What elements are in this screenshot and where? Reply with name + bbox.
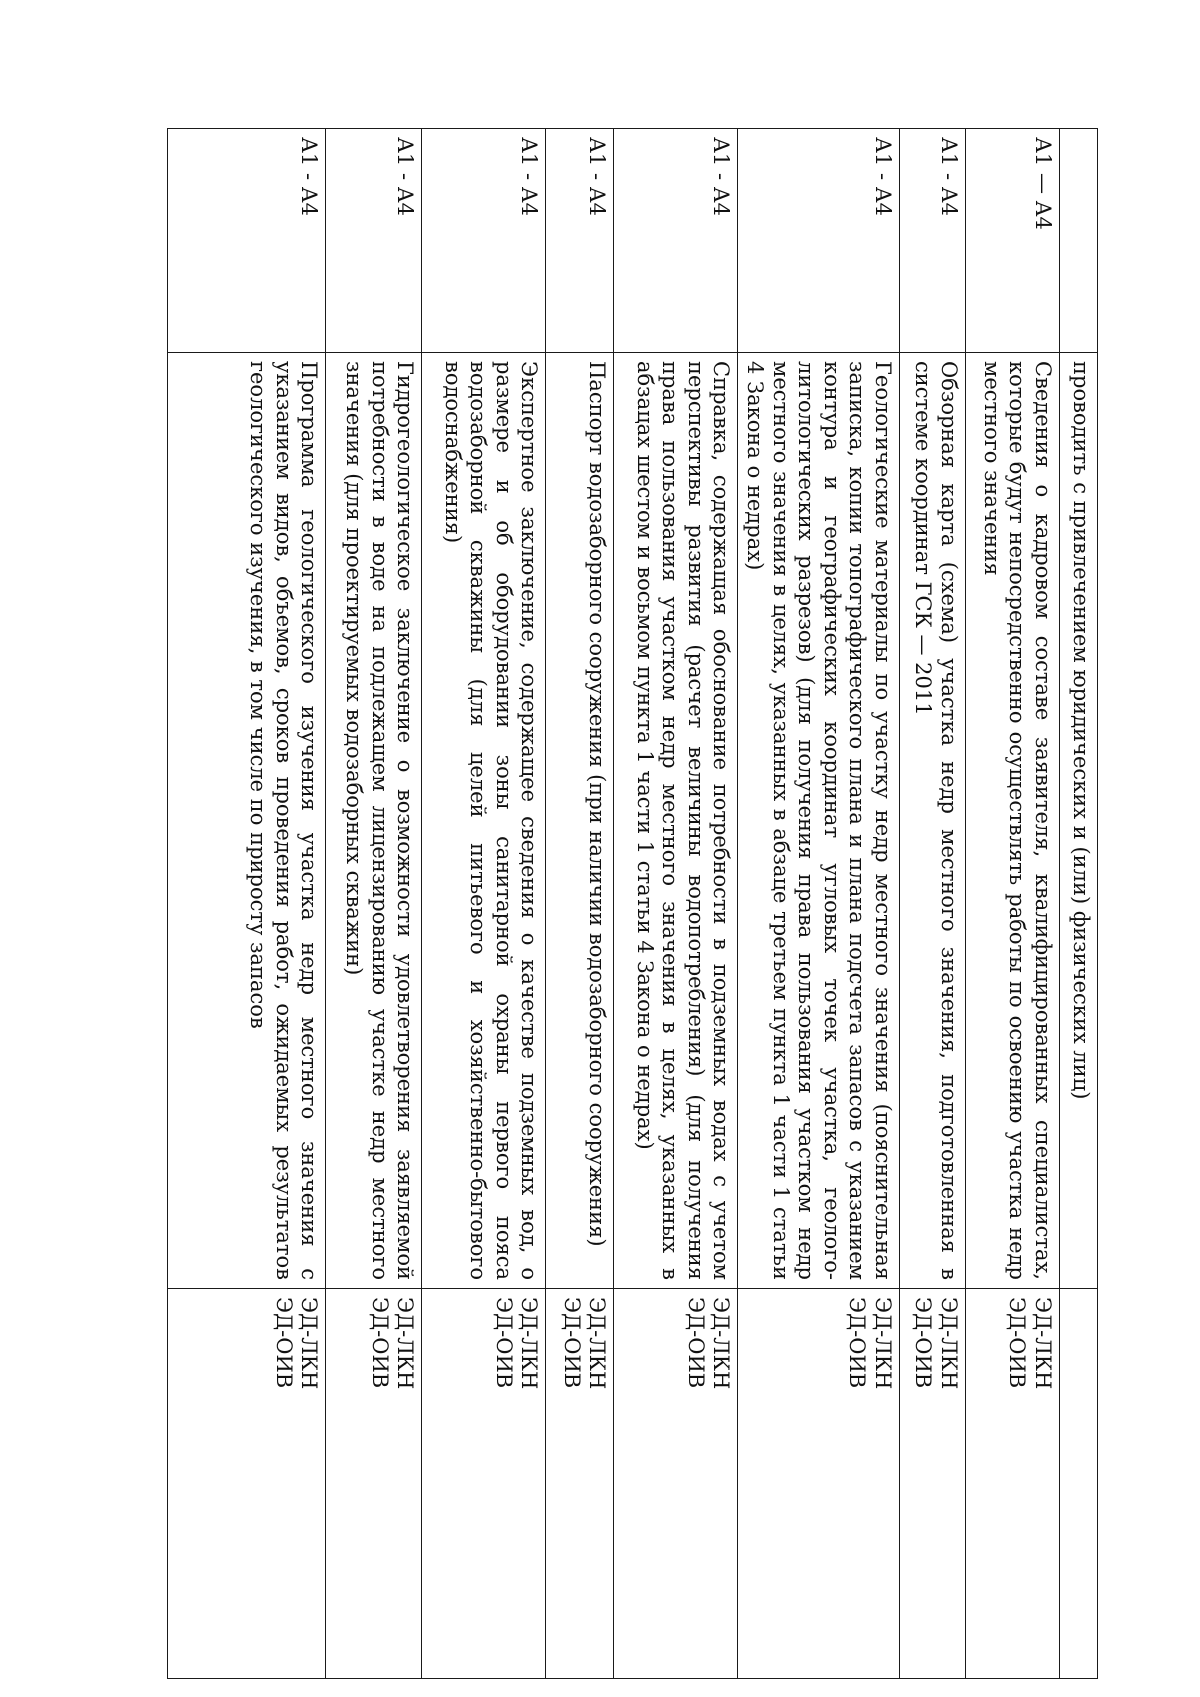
code-cell: А1 - А4 (422, 129, 546, 353)
code-cell: А1 - А4 (614, 129, 738, 353)
type-cell (900, 1289, 966, 1679)
document-cell: Геологические материалы по участку недр местного значения (пояснительная записка, копии топографического плана и плана подсчета запасов с указанием контура и географических координат угловых точек участка, геолого-литологических разрезов) (для получения права пользования участком недр местного значения в целях, указанных в абзаце третьем пункта 1 части 1 статьи 4 Закона о недрах) (738, 353, 900, 1289)
type-label: ЭД-ЛКН (517, 1297, 542, 1390)
type-label: ЭД-ЛКН (297, 1297, 322, 1390)
type-label: ЭД-ЛКН (585, 1297, 610, 1390)
document-cell: Паспорт водозаборного сооружения (при наличии водозаборного сооружения) (546, 353, 614, 1289)
table-row (966, 129, 1060, 1679)
type-label: ЭД-ОИВ (271, 1297, 296, 1389)
code-cell: А1 - А4 (168, 129, 326, 353)
type-label: ЭД-ОИВ (491, 1297, 516, 1389)
code-cell: А1 - А4 (900, 129, 966, 353)
table-row (738, 129, 900, 1679)
type-cell (422, 1289, 546, 1679)
type-label: ЭД-ОИВ (559, 1297, 584, 1389)
table-row (168, 129, 326, 1679)
type-label: ЭД-ОИВ (911, 1297, 936, 1389)
type-label: ЭД-ОИВ (367, 1297, 392, 1389)
type-cell (738, 1289, 900, 1679)
table-row (1060, 129, 1098, 1679)
type-label: ЭД-ЛКН (393, 1297, 418, 1390)
type-cell (168, 1289, 326, 1679)
type-label: ЭД-ЛКН (937, 1297, 961, 1390)
table-row (614, 129, 738, 1679)
document-cell: Справка, содержащая обоснование потребности в подземных водах с учетом перспективы развития (расчет величины водопотребления) (для получения права пользования участком недр местного значения в целях, указанных в абзацах шестом и восьмом пункта 1 части 1 статьи 4 Закона о недрах) (614, 353, 738, 1289)
type-label: ЭД-ОИВ (845, 1297, 870, 1389)
document-page (178, 128, 1098, 1678)
type-label: ЭД-ОИВ (683, 1297, 708, 1389)
table-row (900, 129, 966, 1679)
code-cell: А1 — А4 (966, 129, 1060, 353)
code-cell: А1 - А4 (546, 129, 614, 353)
type-label: ЭД-ЛКН (709, 1297, 734, 1390)
document-cell: Программа геологического изучения участка недр местного значения с указанием видов, объемов, сроков проведения работ, ожидаемых результатов геологического изучения, в том числе по приросту запасов (168, 353, 326, 1289)
document-cell: Обзорная карта (схема) участка недр местного значения, подготовленная в системе координат ГСК — 2011 (900, 353, 966, 1289)
table-row (422, 129, 546, 1679)
document-cell: Гидрогеологическое заключение о возможности удовлетворения заявляемой потребности в воде на подлежащем лицензированию участке недр местного значения (для проектируемых водозаборных скважин) (326, 353, 422, 1289)
code-cell: А1 - А4 (738, 129, 900, 353)
type-cell (326, 1289, 422, 1679)
table-row (546, 129, 614, 1679)
table-row (326, 129, 422, 1679)
type-cell (546, 1289, 614, 1679)
code-cell (1060, 129, 1098, 353)
document-cell: проводить с привлечением юридических и (или) физических лиц) (1060, 353, 1098, 1289)
code-cell: А1 - А4 (326, 129, 422, 353)
type-cell (1060, 1289, 1098, 1679)
type-label: ЭД-ЛКН (1031, 1297, 1055, 1390)
type-label: ЭД-ЛКН (871, 1297, 895, 1390)
rotated-table-wrapper (178, 128, 1098, 1678)
type-cell (966, 1289, 1060, 1679)
documents-table (167, 128, 1098, 1679)
type-label: ЭД-ОИВ (1005, 1297, 1030, 1389)
type-cell (614, 1289, 738, 1679)
document-cell: Сведения о кадровом составе заявителя, квалифицированных специалистах, которые будут непосредственно осуществлять работы по освоению участка недр местного значения (966, 353, 1060, 1289)
document-cell: Экспертное заключение, содержащее сведения о качестве подземных вод, о размере и об оборудовании зоны санитарной охраны первого пояса водозаборной скважины (для целей питьевого и хозяйственно-бытового водоснабжения) (422, 353, 546, 1289)
